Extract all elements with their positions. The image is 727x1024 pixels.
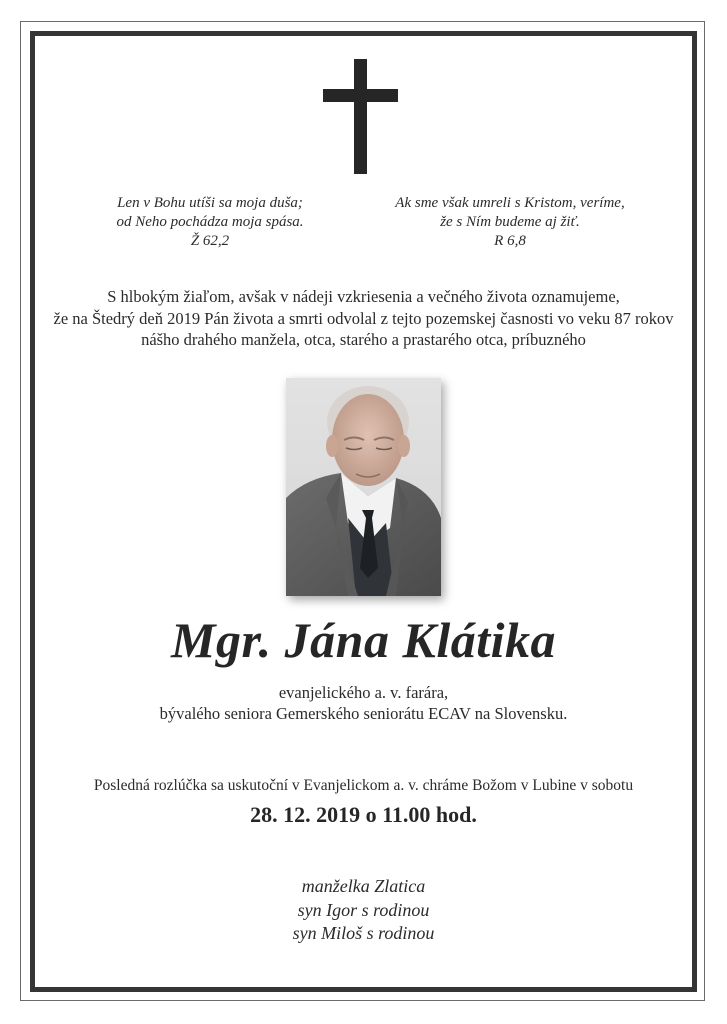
announcement-line: S hlbokým žiaľom, avšak v nádeji vzkriesenia a večného života oznamujeme, (107, 287, 620, 306)
verse-left-reference: Ž 62,2 (190, 233, 230, 249)
cross-horizontal-bar (323, 89, 398, 102)
deceased-titles (40, 682, 687, 724)
verse-left-line: od Neho pochádza moja spása. (116, 214, 304, 230)
verse-right-line: že s Ním budeme aj žiť. (440, 214, 580, 230)
funeral-datetime: 28. 12. 2019 o 11.00 hod. (250, 802, 477, 827)
verse-left-line: Len v Bohu utíši sa moja duša; (117, 195, 303, 211)
announcement-line: nášho drahého manžela, otca, starého a prastarého otca, príbuzného (141, 330, 586, 349)
verse-left (80, 194, 340, 251)
deceased-title-line: evanjelického a. v. farára, (278, 683, 449, 702)
verse-right-reference: R 6,8 (494, 233, 526, 249)
announcement-text (40, 286, 687, 351)
mourner-item: syn Igor s rodinou (297, 899, 430, 920)
mourner-item: syn Miloš s rodinou (292, 923, 435, 943)
cross-vertical-bar (354, 59, 367, 174)
funeral-info-text: Posledná rozlúčka sa uskutoční v Evanjelickom a. v. chráme Božom v Lubine v sobotu (93, 777, 634, 794)
deceased-name: Mgr. Jána Klátika (171, 612, 556, 668)
verse-right (380, 194, 640, 251)
verse-right-line: Ak sme však umreli s Kristom, veríme, (395, 195, 625, 211)
announcement-line: že na Štedrý deň 2019 Pán života a smrti odvolal z tejto pozemskej časnosti vo veku 87 rokov (53, 308, 674, 328)
mourner-item: manželka Zlatica (301, 876, 426, 896)
deceased-title-line: bývalého seniora Gemerského seniorátu ECAV na Slovensku. (159, 704, 568, 723)
portrait-photo (286, 378, 441, 596)
mourners-list (40, 875, 687, 946)
